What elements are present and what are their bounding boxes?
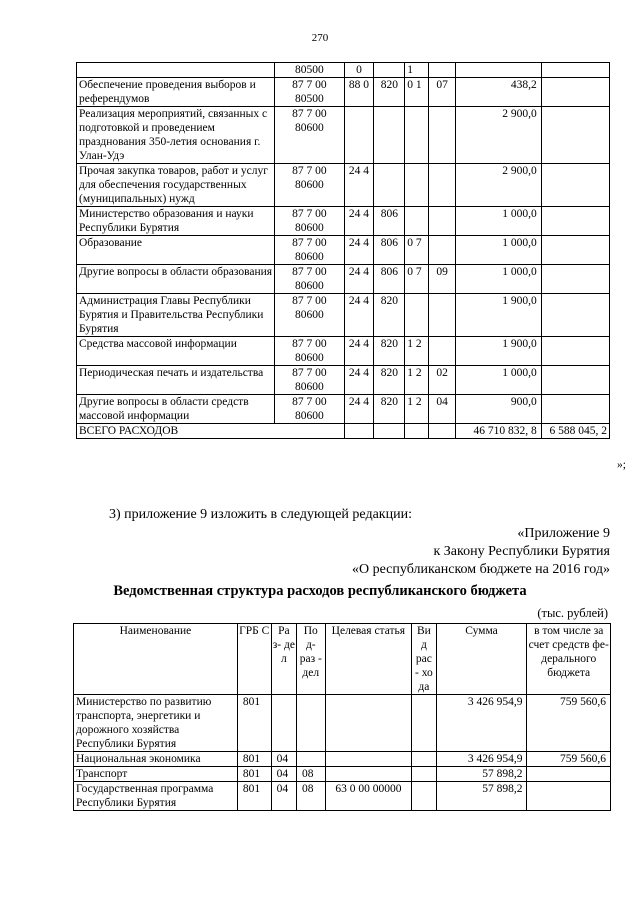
cell-vr — [412, 752, 436, 767]
total-sum: 46 710 832, 8 — [456, 424, 541, 439]
cell-pr — [428, 294, 456, 337]
cell-grbs: 801 — [237, 695, 271, 752]
cell-grbs: 24 4 — [344, 236, 374, 265]
cell-pr: 07 — [428, 78, 456, 107]
cell-name: Обеспечение проведения выборов и референдумов — [77, 78, 275, 107]
cell-rz: 1 — [405, 63, 428, 78]
cell-code: 80500 — [275, 63, 344, 78]
cell-code: 87 7 00 80500 — [275, 78, 344, 107]
cell-sum: 438,2 — [456, 78, 541, 107]
total-row — [77, 424, 610, 439]
cell-grbs: 24 4 — [344, 207, 374, 236]
cell-fed — [541, 294, 609, 337]
cell-pr: 09 — [428, 265, 456, 294]
cell-rz: 0 1 — [405, 78, 428, 107]
table-row — [77, 107, 610, 164]
cell-name: Национальная экономика — [74, 752, 238, 767]
cell-fed — [541, 337, 609, 366]
table-row — [77, 63, 610, 78]
empty-cell — [344, 424, 374, 439]
table-row — [74, 782, 611, 811]
empty-cell — [405, 424, 428, 439]
cell-rz — [405, 164, 428, 207]
cell-grbs: 0 — [344, 63, 374, 78]
header-sum: Сумма — [436, 624, 527, 695]
cell-dept: 820 — [374, 395, 405, 424]
table-row — [77, 294, 610, 337]
cell-name: Средства массовой информации — [77, 337, 275, 366]
cell-rz: 04 — [271, 767, 296, 782]
empty-cell — [374, 424, 405, 439]
cell-fed — [541, 164, 609, 207]
cell-code: 87 7 00 80600 — [275, 236, 344, 265]
cell-cs — [325, 752, 412, 767]
units-label: (тыс. рублей) — [537, 606, 608, 620]
closing-quote: »; — [617, 459, 626, 471]
cell-code: 87 7 00 80600 — [275, 207, 344, 236]
cell-pr — [428, 207, 456, 236]
cell-cs — [325, 767, 412, 782]
cell-cs — [325, 695, 412, 752]
cell-sum: 1 000,0 — [456, 366, 541, 395]
cell-dept: 820 — [374, 294, 405, 337]
total-label: ВСЕГО РАСХОДОВ — [77, 424, 345, 439]
cell-code: 87 7 00 80600 — [275, 265, 344, 294]
table-row — [77, 236, 610, 265]
cell-pr: 08 — [297, 767, 326, 782]
table-row — [74, 767, 611, 782]
cell-code: 87 7 00 80600 — [275, 294, 344, 337]
cell-grbs: 24 4 — [344, 395, 374, 424]
header-expense-type: Ви д рас - хо да — [412, 624, 436, 695]
departmental-structure-table — [73, 623, 611, 811]
cell-dept: 820 — [374, 366, 405, 395]
cell-pr — [428, 164, 456, 207]
cell-sum: 2 900,0 — [456, 107, 541, 164]
appendix-line-3: «О республиканском бюджете на 2016 год» — [352, 562, 610, 577]
cell-dept — [374, 107, 405, 164]
cell-pr — [428, 63, 456, 78]
cell-rz — [405, 207, 428, 236]
cell-sum: 57 898,2 — [436, 767, 527, 782]
cell-rz: 1 2 — [405, 395, 428, 424]
cell-sum: 1 000,0 — [456, 265, 541, 294]
header-subsection: По д- раз - дел — [297, 624, 326, 695]
cell-dept: 806 — [374, 236, 405, 265]
empty-cell — [428, 424, 456, 439]
cell-name: Администрация Главы Республики Бурятия и Правительства Республики Бурятия — [77, 294, 275, 337]
cell-rz: 04 — [271, 782, 296, 811]
cell-grbs — [344, 107, 374, 164]
cell-dept: 820 — [374, 78, 405, 107]
cell-name: Прочая закупка товаров, работ и услуг для обеспечения государственных (муниципальных) нужд — [77, 164, 275, 207]
cell-rz: 0 7 — [405, 236, 428, 265]
cell-name: Реализация мероприятий, связанных с подготовкой и проведением празднования 350-летия основания г. Улан-Удэ — [77, 107, 275, 164]
cell-name: Транспорт — [74, 767, 238, 782]
cell-fed — [541, 107, 609, 164]
cell-code: 87 7 00 80600 — [275, 337, 344, 366]
header-grbs: ГРБ С — [237, 624, 271, 695]
table-row — [77, 78, 610, 107]
cell-sum: 3 426 954,9 — [436, 695, 527, 752]
cell-vr — [412, 767, 436, 782]
cell-vr — [412, 695, 436, 752]
cell-sum — [456, 63, 541, 78]
header-federal: в том числе за счет средств фе- дерального бюджета — [527, 624, 611, 695]
appendix-line-1: «Приложение 9 — [517, 526, 610, 541]
table-row — [77, 337, 610, 366]
cell-fed — [541, 366, 609, 395]
cell-fed — [541, 63, 609, 78]
header-target-article: Целевая статья — [325, 624, 412, 695]
table-row — [74, 752, 611, 767]
table-row — [77, 366, 610, 395]
cell-grbs: 24 4 — [344, 265, 374, 294]
cell-code: 87 7 00 80600 — [275, 366, 344, 395]
table-row — [74, 695, 611, 752]
cell-code: 87 7 00 80600 — [275, 107, 344, 164]
cell-sum: 1 000,0 — [456, 236, 541, 265]
header-section: Ра з- де л — [271, 624, 296, 695]
cell-pr: 08 — [297, 782, 326, 811]
cell-fed — [541, 207, 609, 236]
cell-pr — [297, 695, 326, 752]
cell-cs: 63 0 00 00000 — [325, 782, 412, 811]
cell-name: Другие вопросы в области средств массовой информации — [77, 395, 275, 424]
cell-sum: 1 900,0 — [456, 337, 541, 366]
cell-sum: 2 900,0 — [456, 164, 541, 207]
cell-grbs: 24 4 — [344, 294, 374, 337]
cell-fed — [527, 782, 611, 811]
cell-grbs: 24 4 — [344, 164, 374, 207]
appendix-line-2: к Закону Республики Бурятия — [433, 544, 610, 559]
cell-pr — [428, 236, 456, 265]
cell-grbs: 24 4 — [344, 337, 374, 366]
cell-pr: 04 — [428, 395, 456, 424]
cell-sum: 900,0 — [456, 395, 541, 424]
cell-sum: 1 900,0 — [456, 294, 541, 337]
cell-rz — [405, 294, 428, 337]
cell-grbs: 801 — [237, 752, 271, 767]
cell-fed — [527, 767, 611, 782]
cell-name: Государственная программа Республики Бурятия — [74, 782, 238, 811]
cell-sum: 1 000,0 — [456, 207, 541, 236]
cell-rz: 04 — [271, 752, 296, 767]
document-title: Ведомственная структура расходов республиканского бюджета — [113, 583, 527, 599]
page-number: 270 — [311, 32, 329, 44]
cell-name: Другие вопросы в области образования — [77, 265, 275, 294]
cell-code: 87 7 00 80600 — [275, 395, 344, 424]
table-header-row — [74, 624, 611, 695]
cell-fed — [541, 395, 609, 424]
cell-pr — [428, 107, 456, 164]
cell-fed — [541, 236, 609, 265]
cell-code: 87 7 00 80600 — [275, 164, 344, 207]
cell-grbs: 24 4 — [344, 366, 374, 395]
cell-rz: 1 2 — [405, 366, 428, 395]
table-row — [77, 164, 610, 207]
cell-sum: 3 426 954,9 — [436, 752, 527, 767]
cell-grbs: 801 — [237, 767, 271, 782]
cell-fed: 759 560,6 — [527, 752, 611, 767]
cell-name: Министерство по развитию транспорта, энергетики и дорожного хозяйства Республики Бурятия — [74, 695, 238, 752]
item-3-text: 3) приложение 9 изложить в следующей редакции: — [109, 507, 412, 522]
cell-dept: 806 — [374, 207, 405, 236]
cell-sum: 57 898,2 — [436, 782, 527, 811]
cell-grbs: 801 — [237, 782, 271, 811]
cell-dept: 820 — [374, 337, 405, 366]
cell-vr — [412, 782, 436, 811]
table-row — [77, 265, 610, 294]
cell-fed: 759 560,6 — [527, 695, 611, 752]
total-federal: 6 588 045, 2 — [541, 424, 609, 439]
cell-name: Министерство образования и науки Республики Бурятия — [77, 207, 275, 236]
cell-name — [77, 63, 275, 78]
cell-rz: 1 2 — [405, 337, 428, 366]
cell-rz — [271, 695, 296, 752]
table-row — [77, 395, 610, 424]
cell-pr — [297, 752, 326, 767]
cell-name: Периодическая печать и издательства — [77, 366, 275, 395]
cell-dept: 806 — [374, 265, 405, 294]
cell-rz — [405, 107, 428, 164]
expenses-table-continued — [76, 62, 610, 439]
header-name: Наименование — [74, 624, 238, 695]
cell-pr — [428, 337, 456, 366]
cell-grbs: 88 0 — [344, 78, 374, 107]
cell-fed — [541, 265, 609, 294]
cell-dept — [374, 63, 405, 78]
cell-fed — [541, 78, 609, 107]
cell-pr: 02 — [428, 366, 456, 395]
cell-name: Образование — [77, 236, 275, 265]
table-row — [77, 207, 610, 236]
cell-dept — [374, 164, 405, 207]
cell-rz: 0 7 — [405, 265, 428, 294]
